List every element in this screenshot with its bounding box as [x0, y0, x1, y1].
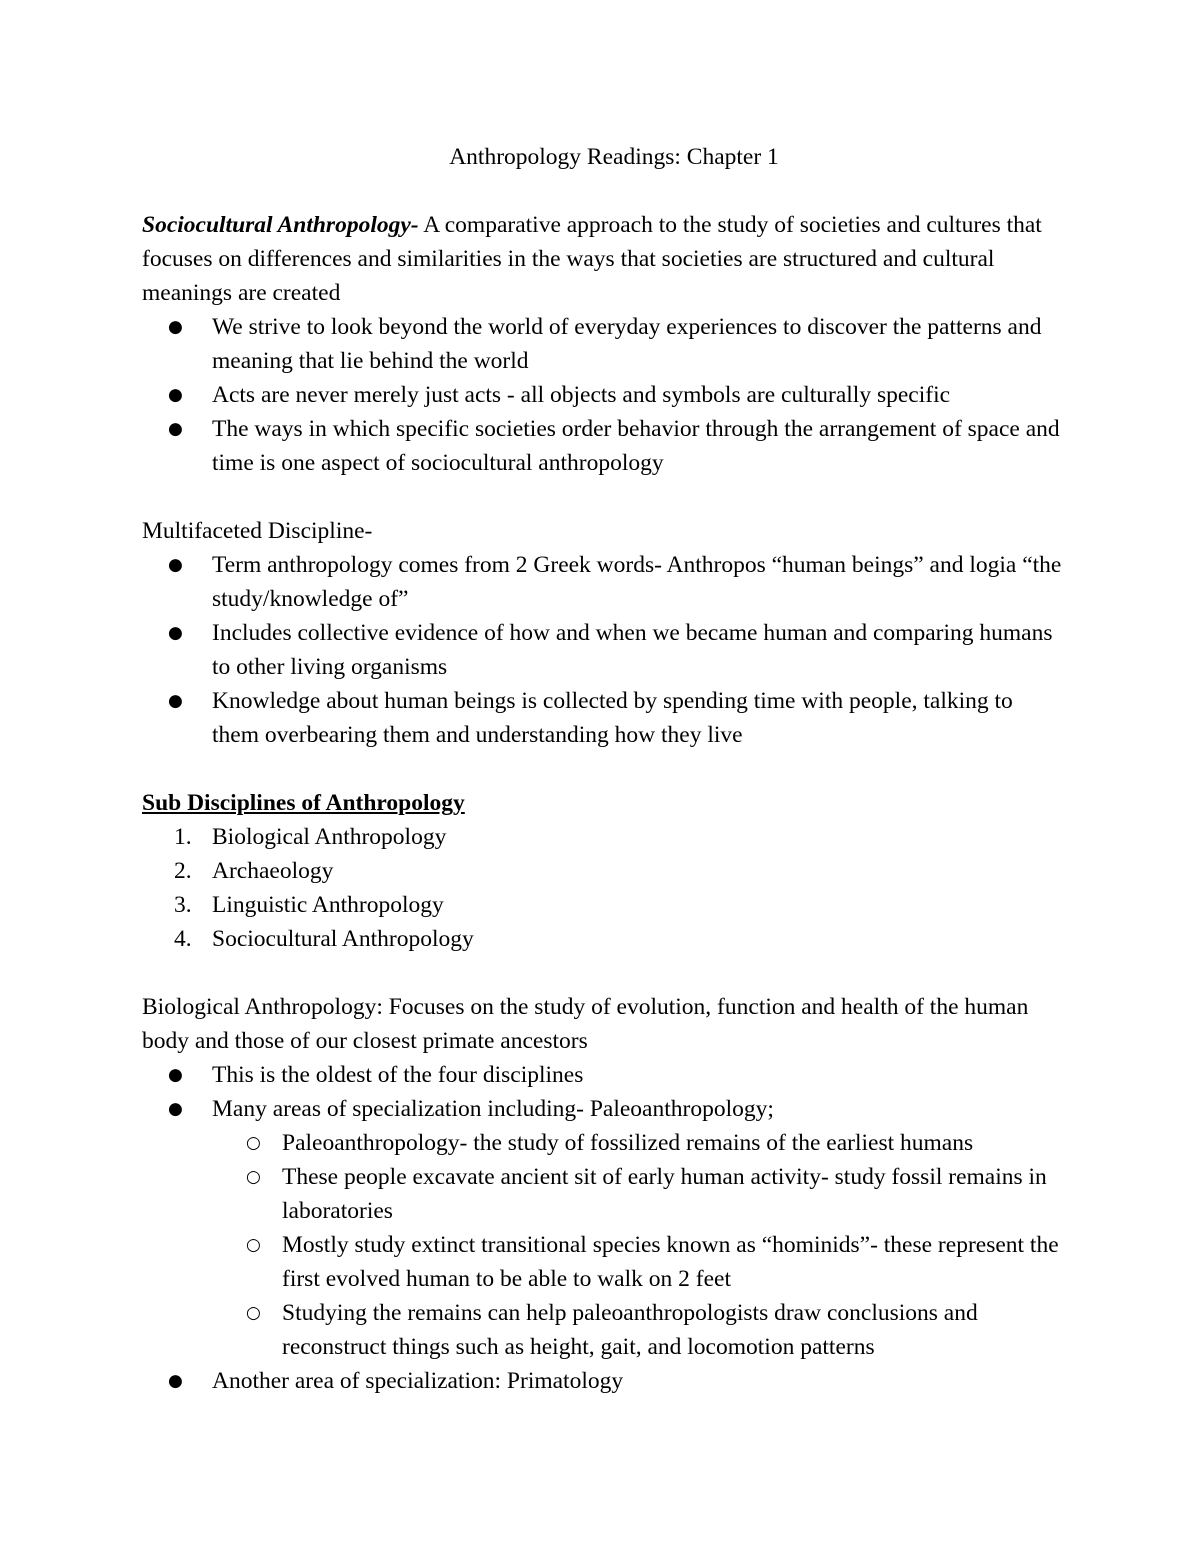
list-item: ● The ways in which specific societies order behavior through the arrangement of space and time is one aspect of sociocultural anthropology — [142, 412, 1062, 480]
list-item: ● This is the oldest of the four disciplines — [142, 1058, 1062, 1092]
list-item: ● Acts are never merely just acts - all objects and symbols are culturally specific — [142, 378, 1062, 412]
sub-list-item: ○ Paleoanthropology- the study of fossilized remains of the earliest humans — [142, 1126, 1062, 1160]
item-text: Archaeology — [212, 858, 334, 884]
sub-list-item: ○ Studying the remains can help paleoanthropologists draw conclusions and reconstruct things such as height, gait, and locomotion patterns — [142, 1296, 1062, 1364]
sociocultural-definition-text: A comparative approach to the study of societies and cultures that focuses on differences and similarities in the ways that societies are structured and cultural meanings are created — [142, 212, 1042, 306]
sub-list-item: ○ These people excavate ancient sit of early human activity- study fossil remains in laboratories — [142, 1160, 1062, 1228]
biological-bullets — [142, 1058, 1062, 1126]
item-number: 3. — [174, 892, 192, 918]
biological-bullets-continued — [142, 1364, 1062, 1398]
spacer — [142, 480, 1062, 514]
spacer — [142, 956, 1062, 990]
item-number: 2. — [174, 858, 192, 884]
numbered-item — [142, 888, 1062, 922]
document-page — [142, 140, 1062, 1398]
biological-intro: Biological Anthropology: Focuses on the study of evolution, function and health of the human body and those of our closest primate ancestors — [142, 994, 1029, 1054]
list-item: ● Knowledge about human beings is collected by spending time with people, talking to them overbearing them and understanding how they live — [142, 684, 1062, 752]
subdisciplines-list — [142, 820, 1062, 956]
sub-list-item: ○ Mostly study extinct transitional species known as “hominids”- these represent the first evolved human to be able to walk on 2 feet — [142, 1228, 1062, 1296]
item-text: Linguistic Anthropology — [212, 892, 444, 918]
item-text: Sociocultural Anthropology — [212, 926, 474, 952]
spacer — [142, 752, 1062, 786]
sociocultural-bullets — [142, 310, 1062, 480]
list-item: ● We strive to look beyond the world of everyday experiences to discover the patterns and meaning that lie behind the world — [142, 310, 1062, 378]
numbered-item — [142, 854, 1062, 888]
list-item: ● Term anthropology comes from 2 Greek words- Anthropos “human beings” and logia “the study/knowledge of” — [142, 548, 1062, 616]
multifaceted-bullets — [142, 548, 1062, 752]
item-text: Biological Anthropology — [212, 824, 447, 850]
item-number: 4. — [174, 926, 192, 952]
multifaceted-heading: Multifaceted Discipline- — [142, 518, 373, 544]
document-title: Anthropology Readings: Chapter 1 — [449, 144, 779, 170]
subdisciplines-heading: Sub Disciplines of Anthropology — [142, 790, 465, 816]
list-item: ● Includes collective evidence of how and when we became human and comparing humans to other living organisms — [142, 616, 1062, 684]
item-number: 1. — [174, 824, 192, 850]
spacer — [142, 174, 1062, 208]
numbered-item — [142, 820, 1062, 854]
list-item: ● Many areas of specialization including- Paleoanthropology; — [142, 1092, 1062, 1126]
numbered-item — [142, 922, 1062, 956]
sociocultural-term: Sociocultural Anthropology- — [142, 212, 419, 238]
sociocultural-definition — [142, 208, 1062, 310]
biological-subbullets — [142, 1126, 1062, 1364]
list-item: ● Another area of specialization: Primatology — [142, 1364, 1062, 1398]
